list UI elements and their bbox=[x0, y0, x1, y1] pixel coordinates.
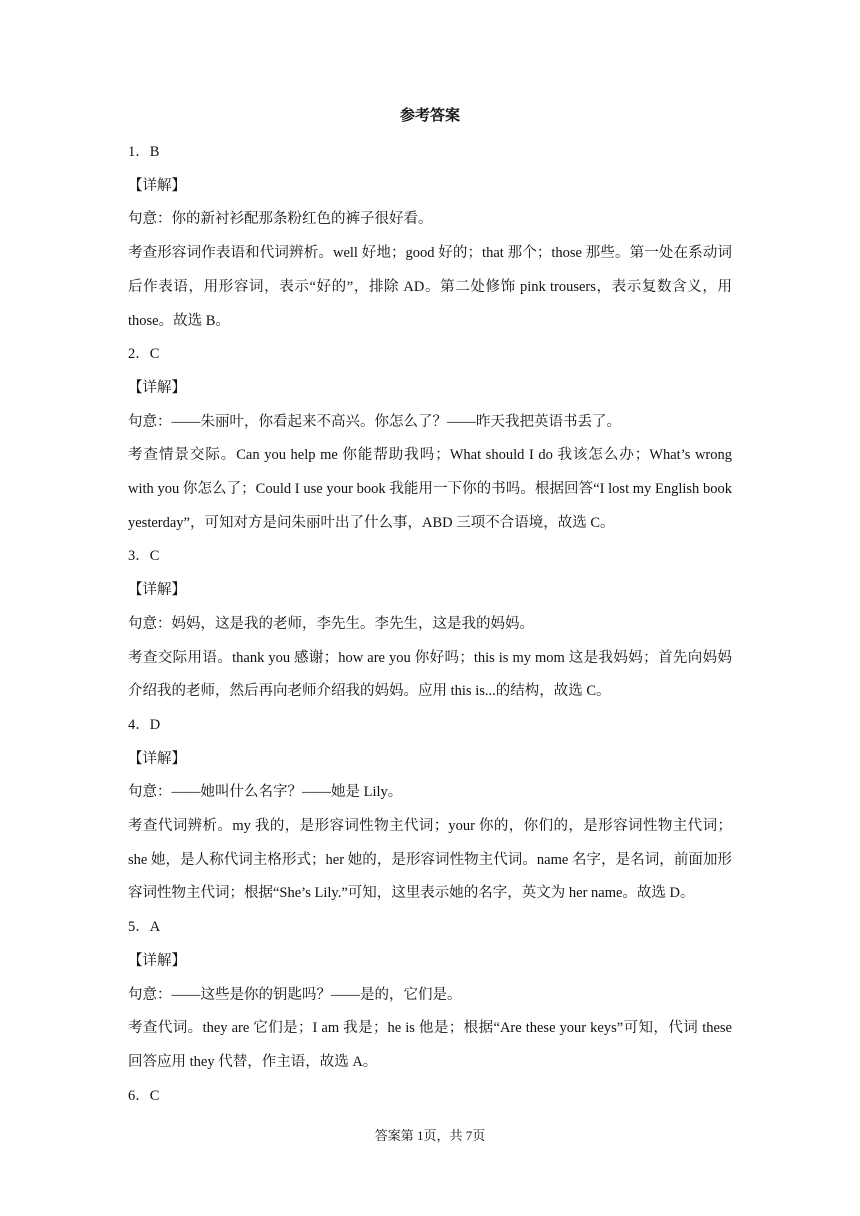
detail-tag: 【详解】 bbox=[128, 177, 186, 194]
sentence-meaning: 句意：——朱丽叶，你看起来不高兴。你怎么了？——昨天我把英语书丢了。 bbox=[128, 413, 621, 430]
detail-tag: 【详解】 bbox=[128, 952, 186, 969]
answer-item bbox=[128, 338, 732, 540]
detail-tag: 【详解】 bbox=[128, 582, 186, 599]
sentence-meaning: 句意：——这些是你的钥匙吗？——是的，它们是。 bbox=[128, 986, 462, 1003]
page-footer: 答案第 1页，共 7页 bbox=[374, 1128, 486, 1143]
answer-number: 6．C bbox=[128, 1087, 160, 1104]
sentence-meaning: 句意：妈妈，这是我的老师，李先生。李先生，这是我的妈妈。 bbox=[128, 615, 534, 632]
analysis-text: 考查交际用语。thank you 感谢；how are you 你好吗；this is my mom 这是我妈妈；首先向妈妈介绍我的老师，然后再向老师介绍我的妈妈。应用 this is...的结构，故选 C。 bbox=[128, 649, 732, 700]
analysis-text: 考查代词辨析。my 我的，是形容词性物主代词；your 你的，你们的，是形容词性物主代词；she 她，是人称代词主格形式；her 她的，是形容词性物主代词。name 名字，是名词，前面加形容词性物主代词；根据“She’s Lily.”可知，这里表示她的名字，英文为 her name。故选 D。 bbox=[128, 818, 732, 902]
analysis-text: 考查情景交际。Can you help me 你能帮助我吗；What should I do 我该怎么办；What’s wrong with you 你怎么了；Could I use your book 我能用一下你的书吗。根据回答“I lost my English book yesterday”，可知对方是问朱丽叶出了什么事，ABD 三项不合语境，故选 C。 bbox=[128, 447, 732, 531]
sentence-meaning: 句意：你的新衬衫配那条粉红色的裤子很好看。 bbox=[128, 211, 433, 228]
answer-number: 1．B bbox=[128, 144, 160, 160]
answer-list bbox=[128, 136, 732, 1113]
answer-item bbox=[128, 540, 732, 709]
answer-number: 3．C bbox=[128, 548, 160, 565]
answer-number: 2．C bbox=[128, 346, 160, 363]
page-title: 参考答案 bbox=[399, 108, 460, 124]
answer-number: 5．A bbox=[128, 919, 161, 936]
answer-number: 4．D bbox=[128, 716, 161, 733]
sentence-meaning: 句意：——她叫什么名字？——她是 Lily。 bbox=[128, 784, 403, 801]
analysis-text: 考查代词。they are 它们是；I am 我是；he is 他是；根据“Are these your keys”可知，代词 these 回答应用 they 代替，作主语，故选 A。 bbox=[128, 1020, 732, 1070]
answer-item bbox=[128, 136, 732, 338]
detail-tag: 【详解】 bbox=[128, 379, 186, 396]
analysis-text: 考查形容词作表语和代词辨析。well 好地；good 好的；that 那个；those 那些。第一处在系动词后作表语，用形容词，表示“好的”，排除 AD。第二处修饰 pink trousers，表示复数含义，用 those。故选 B。 bbox=[128, 245, 732, 329]
answer-item bbox=[128, 911, 732, 1080]
answer-item bbox=[128, 709, 732, 911]
detail-tag: 【详解】 bbox=[128, 750, 186, 767]
